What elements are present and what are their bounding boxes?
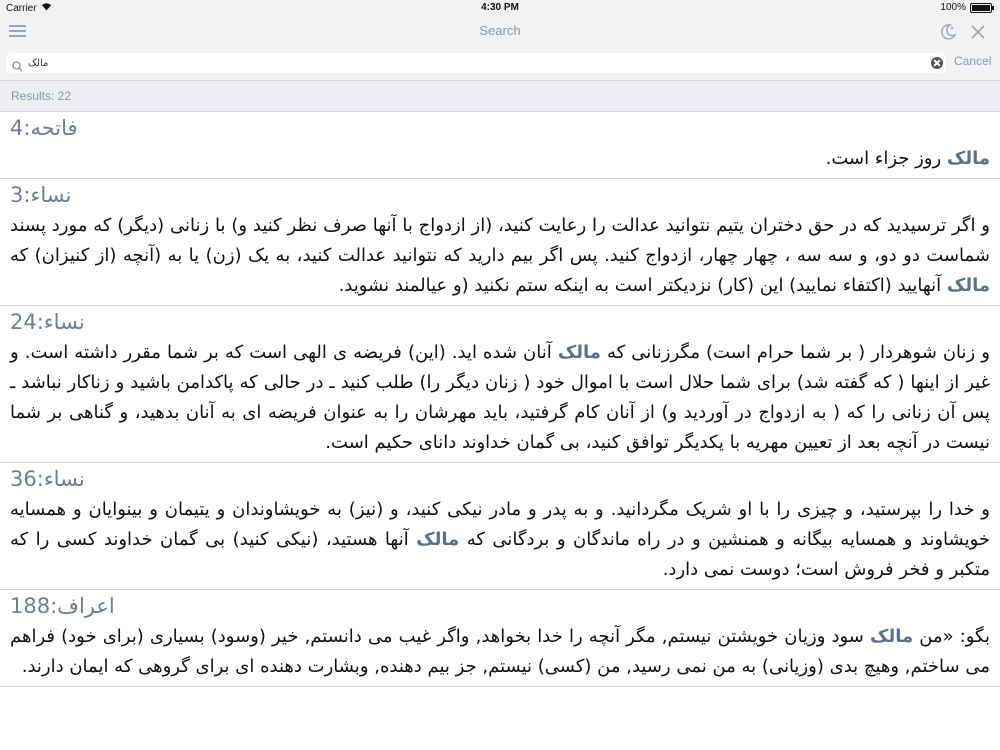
search-match: مالک	[557, 342, 601, 363]
verse-text	[10, 338, 990, 458]
list-item[interactable]	[0, 306, 1000, 463]
verse-reference	[10, 594, 990, 622]
status-bar	[0, 0, 1000, 16]
verse-text-before: و خدا را بپرستید، و چیزی را با او شریک مگردانید. و به پدر و مادر نیکی کنید، و (نیز) به خویشاوندان و یتیمان و بینوایان و همسایه خویشاوند و همسایه بیگانه و همنشین و در راه ماندگان و بردگانی که	[10, 499, 991, 550]
ayah-number: 36	[10, 467, 37, 491]
verse-text-before: و اگر ترسیدید که در حق دختران یتیم نتوانید عدالت را رعایت کنید، (از ازدواج با آنها صرف نظر کنید و) با زنانی (دیگر) که مورد پسند شماست دو دو، و سه سه ، چهار چهار، ازدواج کنید. پس اگر بیم دارید که نتوانید عدالت کنید، به یک (زن) یا به (آنچه (از کنیزان) که	[10, 215, 990, 266]
search-match: مالک	[870, 626, 914, 647]
clock: 4:30 PM	[481, 2, 519, 13]
surah-name: فاتحه	[30, 116, 78, 140]
search-match: مالک	[416, 529, 460, 550]
nav-bar	[0, 16, 1000, 46]
search-icon	[12, 57, 23, 76]
surah-name: نساء	[43, 467, 85, 491]
ayah-number: 4	[10, 116, 24, 140]
results-count: Results: 22	[11, 89, 72, 103]
ayah-number: 188	[10, 594, 51, 618]
results-header	[0, 81, 1000, 112]
page-title: Search	[479, 23, 521, 38]
search-input[interactable]	[28, 55, 918, 71]
list-item[interactable]	[0, 590, 1000, 687]
verse-reference	[10, 116, 990, 144]
reference-separator: :	[23, 116, 31, 140]
list-item[interactable]	[0, 112, 1000, 179]
verse-text-before: بگو: «من	[913, 626, 991, 647]
verse-text	[10, 495, 990, 585]
verse-text	[10, 144, 990, 174]
verse-text-after: روز جزاء است.	[825, 148, 947, 169]
results-list[interactable]	[0, 112, 1000, 750]
reference-separator: :	[23, 183, 31, 207]
search-bar	[0, 46, 1000, 81]
verse-text-after: آنهایید (اکتفاء نمایید) این (کار) نزدیکتر است به اینکه ستم نکنید (و عیالمند نشوید.	[338, 275, 947, 296]
verse-text-after: سود وزیان خویشتن نیستم, مگر آنچه را خدا بخواهد, واگر غیب می دانستم, خیر (وسود) بسیاری (برای خود) فراهم می ساختم, وهیچ بدی (وزیانی) به من نمی رسید, من (کسی) نیستم, جز بیم دهنده, وبشارت دهنده ای برای گروهی که ایمان دارند.	[10, 626, 990, 677]
ayah-number: 24	[10, 310, 37, 334]
verse-reference	[10, 183, 990, 211]
battery-percent: 100%	[940, 2, 966, 13]
verse-text-before: و زنان شوهردار ( بر شما حرام است) مگرزنانی که	[600, 342, 990, 363]
list-item[interactable]	[0, 179, 1000, 306]
battery-icon	[970, 3, 992, 13]
search-match: مالک	[946, 275, 990, 296]
cancel-button[interactable]: Cancel	[954, 54, 992, 68]
close-icon[interactable]	[968, 22, 988, 42]
verse-reference	[10, 467, 990, 495]
surah-name: نساء	[30, 183, 72, 207]
surah-name: اعراف	[57, 594, 115, 618]
verse-text	[10, 211, 990, 301]
surah-name: نساء	[43, 310, 85, 334]
verse-text-after: آنها هستید، (نیکی کنید) بی گمان خداوند کسی را که متکبر و فخر فروش است؛ دوست نمی دارد.	[10, 529, 990, 580]
reference-separator: :	[50, 594, 58, 618]
reference-separator: :	[36, 467, 44, 491]
battery-info	[940, 2, 992, 13]
ayah-number: 3	[10, 183, 24, 207]
list-item[interactable]	[0, 463, 1000, 590]
clear-search-icon[interactable]	[931, 57, 943, 69]
verse-text	[10, 622, 990, 682]
moon-icon[interactable]	[938, 22, 958, 42]
search-field[interactable]	[6, 53, 946, 73]
carrier-label: Carrier	[6, 2, 37, 14]
reference-separator: :	[36, 310, 44, 334]
verse-text-after: آنان شده اید. (این) فریضه ی الهی است که بر شما مقرر داشته است. و غیر از اینها ( که گفته شد) برای شما حلال است با اموال خود ( زنان دیگر را) طلب کنید ـ در حالی که پاکدامن باشید و زناکار نباشد ـ پس آن زنانی را که ( به ازدواج در آوردید و) از آنان کام گرفتید، باید مهرشان را به عنوان فریضه ای به آنان بدهید، و گناهی بر شما نیست در آنچه بعد از تعیین مهریه با یکدیگر توافق کنید، بی گمان خداوند دانای حکیم است.	[10, 342, 990, 453]
search-match: مالک	[946, 148, 990, 169]
verse-reference	[10, 310, 990, 338]
